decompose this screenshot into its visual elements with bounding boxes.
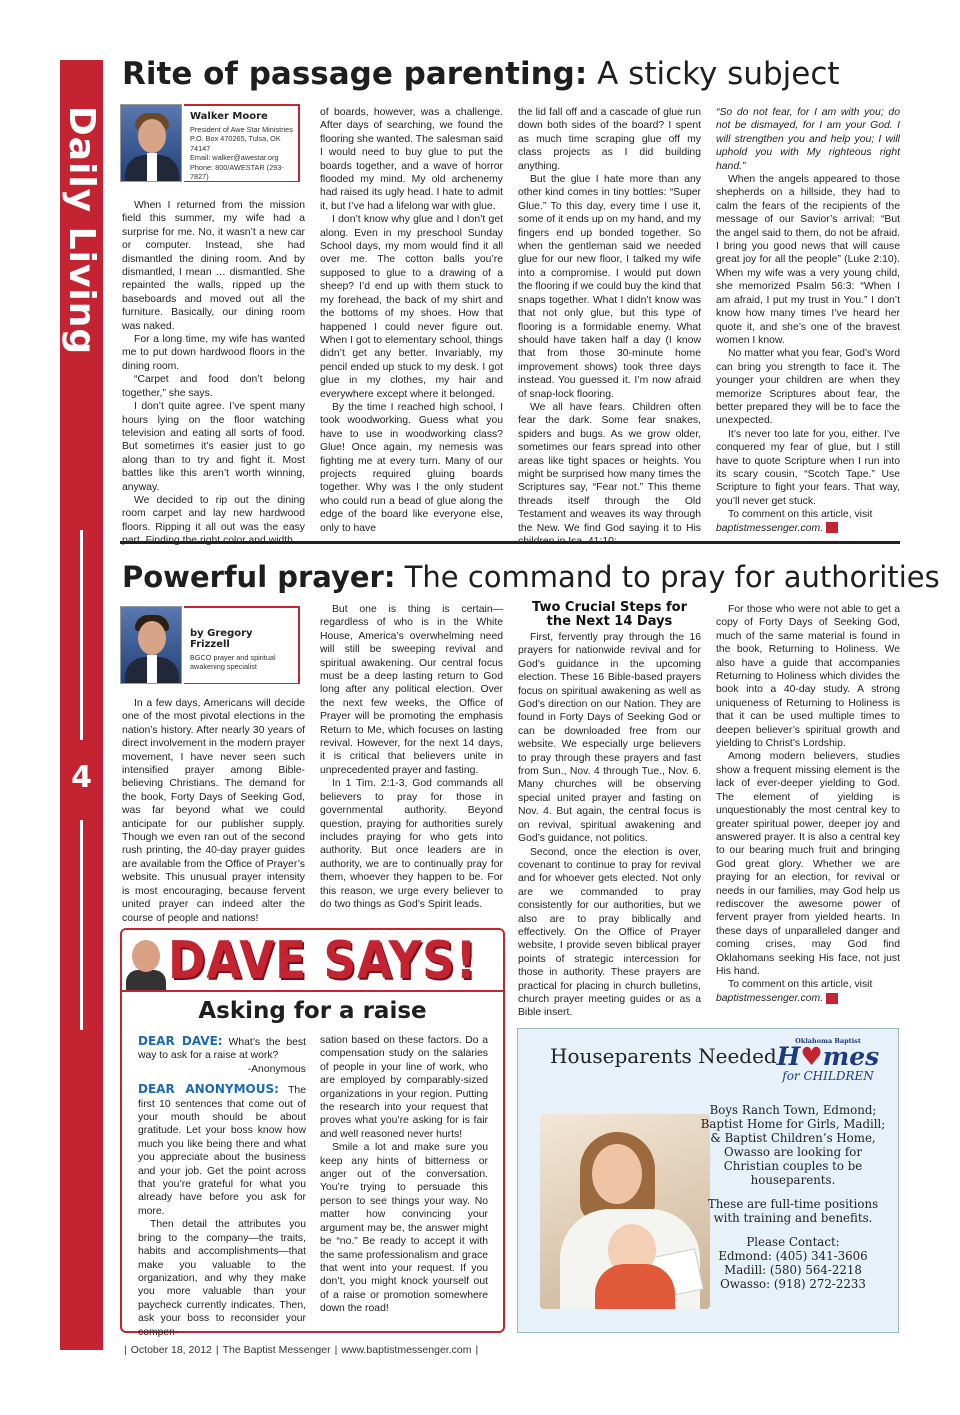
article1-column-4: “So do not fear, for I am with you; do not be dismayed, for I am your God. I will strengthen you and help you; I will uphold you with My righteous right hand.” When the angels appeared to those shepherds on a hillside, they had to calm the fears of the recipients of the message of our Savior’s arrival: “But the angel said to them, do not be afraid. I bring you good news that will cause great joy for all the people” (Luke 2:10). When my wife was a very young child, she memorized Psalm 56:3: “When I am afraid, I put my trust in You.” I don’t know how many times I’ve heard her quote it, and she’s one of the bravest women I know. No matter what you fear, God’s Word can bring you strength to face it. The younger your children are when they memorize Scriptures about fear, the better prepared they will be to face the unexpected. It’s never too late for you, either. I’ve conquered my fear of glue, but I still have to quote Scripture when I run into its scary cousin, “Scotch Tape.” Use Scripture to fight your fears. That way, you’ll never get stuck. To comment on this article, visit baptistmessenger.com. m <box>716 107 900 534</box>
article2-column-2: But one is thing is certain—regardless of who is in the White House, America’s overwhelming need will still be sweeping revival and spiritual awakening. Our central focus must be a deep lasting return to God long after any political election. Over the next few weeks, the Office of Prayer will be promoting the emphasis Return to Me, which focuses on lasting revival. However, for the next 14 days, it is critical that believers unite in unprecedented prayer and fasting. In 1 Tim. 2:1-3, God commands all believers to pray for those in governmental authority. Beyond question, praying for authorities surely includes praying for who gets into authority. But once leaders are in authority, we are to continually pray for them, whoever they happen to be. For this reason, we urge every believer to do two things as God’s Spirit leads. <box>320 604 503 910</box>
contact-label: Please Contact: <box>746 1235 840 1249</box>
ad-title: Houseparents Needed <box>550 1044 777 1068</box>
author-line: Email: walker@awestar.org <box>190 153 279 163</box>
contact-phone: Owasso: (918) 272-2233 <box>720 1277 866 1291</box>
author-line: P.O. Box 470265, Tulsa, OK 74147 <box>190 134 281 153</box>
ad-body: Boys Ranch Town, Edmond; Baptist Home for Girls, Madill; & Baptist Children’s Home, Owasso are looking for Christian couples to be houseparents. These are full-time positions with training and benefits. Please Contact: Edmond: (405) 341-3606 Madill: (580) 564-2218 Owasso: (918) 272-2233 <box>698 1103 888 1291</box>
section-divider <box>120 541 900 544</box>
dave-says-banner <box>122 930 503 992</box>
contact-phone: Madill: (580) 564-2218 <box>724 1263 862 1277</box>
dave-says-box <box>120 928 505 1338</box>
author-line: BGCO prayer and spiritual <box>190 653 276 662</box>
author-photo <box>120 104 182 182</box>
article1-comment: To comment on this article, visit baptistmessenger.com. m <box>716 509 873 534</box>
article2-byline <box>120 606 300 684</box>
houseparents-ad <box>517 1028 899 1333</box>
author-line: President of Awe Star Ministries <box>190 125 293 134</box>
messenger-logo-icon: m <box>826 993 838 1004</box>
dave-column-2: sation based on these factors. Do a compensation study on the salaries of people in your line of work, who are employed by comparably-sized organizations in your region. Putting the research into your request that proves what you’re asking for is fair and well reasoned never hurts! Smile a lot and make sure you keep any hints of bitterness or anger out of the conversation. You’re trying to persuade this person to see things your way. No matter how convincing your argument may be, the answer might be “no.” Be ready to accept it with the same professionalism and grace that went into your request. If you don’t, you might knock yourself out of a raise or promotion somewhere down the road! <box>320 1035 488 1315</box>
messenger-logo-icon: m <box>826 522 838 533</box>
author-name: Walker Moore <box>190 111 268 122</box>
section-title: Daily Living <box>61 105 102 355</box>
heart-icon: ♥ <box>800 1042 823 1071</box>
article1-headline: Rite of passage parenting: A sticky subject <box>122 56 840 92</box>
author-box <box>184 606 300 684</box>
dave-photo <box>126 934 166 988</box>
author-box <box>184 104 300 182</box>
page-number: 4 <box>71 760 92 795</box>
footer-date: October 18, 2012 <box>130 1344 212 1356</box>
comment-link[interactable]: baptistmessenger.com. <box>716 992 824 1004</box>
article1-column-3: the lid fall off and a cascade of glue run down both sides of the board? I spent as much time scraping glue off my class projects as I did building anything. But the glue I hate more than any other kind comes in tiny bottles: “Super Glue.” To this day, every time I use it, some of it ends up on my hand, and my fingers end up bonded together. So when the gentleman said we needed glue for our new floor, I talked my wife into a compromise. I would put down the flooring if we could buy the kind that snaps together. What I didn’t know was that not only glue, but this type of flooring is a formidable enemy. What should have taken half a day (I know that from those 30-minute home improvement shows) took three days instead. You guessed it. I’m now afraid of snap-lock flooring. We all have fears. Children often fear the dark. Some fear snakes, spiders and bugs. As we grow older, sometimes our fears spread into other areas like tight spaces or heights. You might be surprised how many times the Scriptures say, “Fear not.” This theme threads itself through the Old Testament and weaves its way through the New. We find God saying it to His <box>518 107 701 534</box>
section-sidebar <box>60 60 103 1350</box>
article2-headline: Powerful prayer: The command to pray for authorities <box>122 560 940 594</box>
page-footer: | October 18, 2012 | The Baptist Messenger | www.baptistmessenger.com | <box>124 1344 479 1356</box>
article1-column-1: When I returned from the mission field this summer, my wife had a surprise for me. No, it wasn’t a new car or computer. Instead, she had dismantled the dining room. And by dismantled, I mean … dismantled. She repainted the walls, ripped up the baseboards and moved out all the furniture. Basically, our dining room was naked. For a long time, my wife has wanted me to put down hardwood floors in the dining room. “Carpet and food don’t belong together,” she says. I don’t quite agree. I’ve spent many hours lying on the floor watching television and eating all sorts of food. But sometimes it’s easier just to go along than to try and fight it. Most battles like this aren’t worth winning, anyway. We decided to rip out the dining room carpet and lay new hardwood floors. Ripping it all out was the easy <box>122 200 305 533</box>
article2-comment: To comment on this article, visit baptistmessenger.com. m <box>716 979 873 1004</box>
steps-subheading: Two Crucial Steps for the Next 14 Days <box>532 600 687 629</box>
dave-question: DEAR DAVE: What’s the best way to ask for a raise at work? <box>138 1034 306 1062</box>
author-name: by Gregory Frizzell <box>190 628 253 650</box>
author-line: awakening specialist <box>190 662 257 672</box>
article1-column-2: of boards, however, was a challenge. After days of searching, we found the flooring she wanted. The salesman said I would need to buy glue to put the boards together, and a wave of horror flooded my mind. My old archenemy had raised its ugly head. I hate to admit it, but I’ve had a lifelong war with glue. I don’t know why glue and I don’t get along. Even in my preschool Sunday School days, my mom would find it all over me. The cotton balls you’re supposed to glue to a drawing of a sheep? I’d end up with them stuck to my forehead, the back of my shirt and the bottoms of my shoes. How that happened I could never figure out. When I got to elementary school, things didn’t get any better. Invariably, my pencil ended up stuck to my desk. I got glue in my clothes, my hair and everywhere except where it belonged. By the time I reached high school, I took woodworking. Guess what you have to use in woodworking class? Glue! Once again, my nemesis was fighting me at every turn. Many of our projects required gluing boards together. Why was I the only student who could run a bead of glue along the edge of the board like everyone else, only to have <box>320 107 503 534</box>
dave-column-1: DEAR DAVE: What’s the best way to ask for a raise at work? -Anonymous DEAR ANONYMOUS: The first 10 sentences that come out of your mouth should be about gratitude. Let your boss know how much you like being there and what you appreciate about the business and your job. Get the point across that you’re grateful for what you already have before you ask for more. Then detail the attributes you bring to the company—the traits, habits and accomplishments—that make you valuable to the organization, and why they make you more valuable than your paycheck currently indicates. Then, ask your boss to reconsider your compen- <box>138 1034 306 1338</box>
dave-title: Asking for a raise <box>198 998 427 1024</box>
contact-phone: Edmond: (405) 341-3606 <box>718 1249 868 1263</box>
sidebar-divider-bottom <box>80 820 83 1030</box>
dave-says-logo: DAVE SAYS! <box>168 931 478 991</box>
article2-column-4: For those who were not able to get a copy of Forty Days of Seeking God, much of the same material is found in the book, Returning to Holiness. We also have a guide that accompanies Returning to Holiness which divides the book into a 40-day study. A strong uniqueness of Returning to Holiness is that it can be used multiple times to deepen believer’s spiritual growth and yielding to Christ’s Lordship. Among modern believers, studies show a frequent missing element is the lack of ever-deeper yielding to God. The element of yielding is unquestionably the most central key to greater spiritual power, deeper joy and answered prayer. It is also a central key to our bearing much fruit and bringing God great glory. Whether we are praying for an election, for revival or needs in our families, may God help us rediscover the awesome power of fervent prayer from yielded hearts. In these days of unparalleled danger and coming crises, may God find Oklahomans seeking His face, not just His hand. To comment on this article, visit baptistmessenger.com. m <box>716 604 900 1004</box>
article1-byline <box>120 104 300 182</box>
article2-column-3: Two Crucial Steps for the Next 14 Days First, fervently pray through the 16 prayers for nationwide revival and for God’s guidance in the upcoming election. These 16 Bible-based prayers focus on spiritual awakening as well as God’s direction on our Nation. They are found in Forty Days of Seeking God or can be downloaded free from our website. We especially urge believers to pray through these prayers and fast from Sun., Nov. 4 through Tue., Nov. 6. Many churches will be observing special united prayer and fasting on Nov. 4. But again, the central focus is on revival, spiritual awakening and God’s guidance, not politics. Second, once the election is over, covenant to continue to pray for revival and for whoever gets elected. Not only are we commanded to pray consistently for our authorities, but we also are to pray biblically and effectively. On the Office of Prayer website, I provide seven biblical prayer points of strategic intercession for those in authority. These prayers are practical for placing in church bulletins, church prayer meeting guides or as a Bible insert. <box>518 600 701 1019</box>
sidebar-divider-top <box>80 530 83 740</box>
footer-paper: The Baptist Messenger <box>222 1344 331 1356</box>
dave-answer: DEAR ANONYMOUS: The first 10 sentences that come out of your mouth should be about gratitude. Let your boss know how much you like being there and what you appreciate about the business and your job. Get the point across that you’re grateful for what you already have before you ask for more. <box>138 1082 306 1217</box>
mother-child-photo <box>540 1114 710 1309</box>
question-signoff: -Anonymous <box>247 1063 306 1075</box>
author-line: Phone: 800/AWESTAR (293-7827) <box>190 162 284 182</box>
footer-site[interactable]: www.baptistmessenger.com <box>341 1344 472 1356</box>
homes-for-children-logo: Oklahoma Baptist H♥mes for CHILDREN <box>776 1037 880 1083</box>
author-photo <box>120 606 182 684</box>
article2-column-1: In a few days, Americans will decide one of the most pivotal elections in the nation’s history. After nearly 30 years of direct involvement in the modern prayer movement, I have never seen such intensified prayer among Bible-believing Christians. The demand for the book, Forty Days of Seeking God, was far beyond what we could anticipate for our publisher supply. Though we even ran out of the second rush printing, the 40-day prayer guides are available from the Office of Prayer’s website. This unusual prayer intensity is most encouraging, because fervent united prayer can indeed alter the course of people and nations! <box>122 698 305 924</box>
comment-link[interactable]: baptistmessenger.com. <box>716 522 824 534</box>
scripture-quote: “So do not fear, for I am with you; do not be dismayed, for I am your God. I will strengthen you and help you; I will uphold you with My righteous right hand.” <box>716 107 900 172</box>
